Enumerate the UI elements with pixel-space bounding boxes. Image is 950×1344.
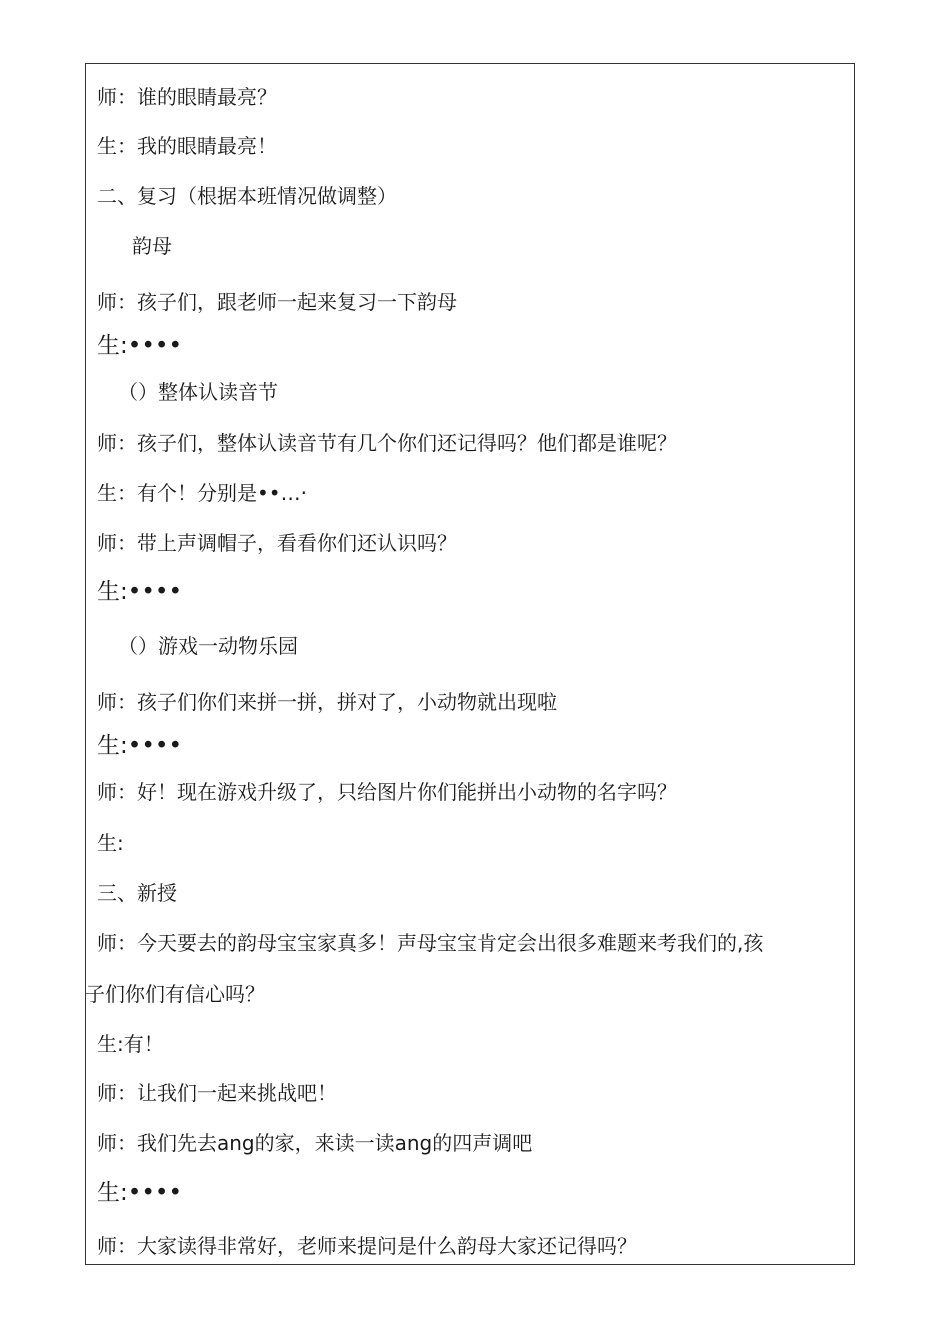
text-line: 师：孩子们，跟老师一起来复习一下韵母 xyxy=(97,290,457,314)
text-line: 子们你们有信心吗？ xyxy=(85,982,265,1006)
section-heading: 二、复习（根据本班情况做调整） xyxy=(97,184,397,208)
text-line: 师：我们先去ang的家，来读一读ang的四声调吧 xyxy=(97,1131,533,1155)
text-line: 师：今天要去的韵母宝宝家真多！声母宝宝肯定会出很多难题来考我们的,孩 xyxy=(97,931,764,955)
text-line: 生:•••• xyxy=(97,579,183,605)
text-line: 生:•••• xyxy=(97,733,183,759)
section-heading: 三、新授 xyxy=(97,881,177,905)
text-line: 生：有个！分别是••…· xyxy=(97,481,307,505)
text-line: 生:•••• xyxy=(97,333,183,359)
subsection-heading: （）游戏一动物乐园 xyxy=(118,634,298,658)
text-line: 师：好！现在游戏升级了，只给图片你们能拼出小动物的名字吗？ xyxy=(97,780,677,804)
text-line: 生: xyxy=(97,831,124,855)
subsection-heading: 韵母 xyxy=(132,234,172,258)
text-line: 师：孩子们你们来拼一拼，拼对了，小动物就出现啦 xyxy=(97,690,557,714)
text-line: 师：谁的眼睛最亮？ xyxy=(97,85,277,109)
subsection-heading: （）整体认读音节 xyxy=(118,380,278,404)
text-line: 生:•••• xyxy=(97,1180,183,1206)
text-line: 师：大家读得非常好，老师来提问是什么韵母大家还记得吗？ xyxy=(97,1234,637,1258)
text-line: 生：我的眼睛最亮！ xyxy=(97,134,277,158)
text-line: 师：让我们一起来挑战吧！ xyxy=(97,1081,337,1105)
text-line: 生:有！ xyxy=(97,1032,164,1056)
text-line: 师：带上声调帽子，看看你们还认识吗？ xyxy=(97,531,457,555)
text-line: 师：孩子们，整体认读音节有几个你们还记得吗？他们都是谁呢？ xyxy=(97,431,677,455)
